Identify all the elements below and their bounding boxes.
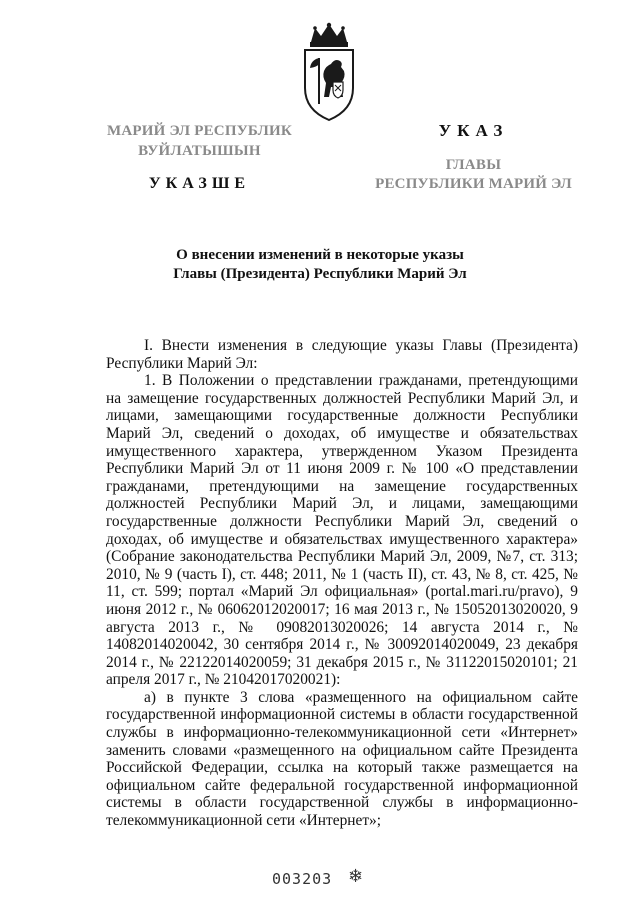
header-left-line2: ВУЙЛАТЫШЫН [138,143,261,159]
header-right-line2: ГЛАВЫ [445,157,502,173]
snowflake-icon: ❄ [348,866,364,886]
header-left-line1: МАРИЙ ЭЛ РЕСПУБЛИК [107,123,292,139]
document-title [80,246,560,284]
header-right-line1: УКАЗ [438,121,509,140]
header-left-line3: УКАЗШЕ [148,175,251,192]
document-title-line2: Главы (Президента) Республики Марий Эл [173,266,467,282]
paragraph: а) в пункте 3 слова «размещенного на официальном сайте государственной информационной системы в области государственной службы в информационно-телекоммуникационной сети «Интернет» заменить словами «размещенного на официальном сайте Президента Российской Федерации, ссылка на который также размещается на официальном сайте федеральной государственной информационной системы в области государственной службы в информационно-телекоммуникационной сети «Интернет»; [106,688,578,830]
serial-number: 003203 [272,870,333,888]
paragraph: 1. В Положении о представлении гражданами, претендующими на замещение государственных должностей Республики Марий Эл, и лицами, замещающими государственные должности Республики Марий Эл, сведений о доходах, об имуществе и обязательствах имущественного характера, утвержденном Указом Президента Республики Марий Эл от 11 июня 2009 г. № 100 «О представлении гражданами, претендующими на замещение государственных должностей Республики Марий Эл, и лицами, замещающими государственные должности Республики Марий Эл, сведений о доходах, об имуществе и обязательствах имущественного характера» (Собрание законодательства Республики Марий Эл, 2009, №7, ст. 313; 2010, № 9 (часть I), ст. 448; 2011, № 1 (часть II), ст. 43, № 8, ст. 425, № 11, ст. 599; портал «Марий Эл официальная» (portal.mari.ru/pravo), 9 июня 2012 г., № 06062012020017; 16 мая 2013 г., № 15052013020020, 9 августа 2013 г., № 09082013020026; 14 августа 2014 г., № 14082014020042, 30 сентября 2014 г., № 30092014020049, 23 декабря 2014 г., № 22122014020059; 31 декабря 2015 г., № 31122015020101; 21 апреля 2017 г., № 21042017020021): [106,372,578,689]
document-body [106,337,578,830]
coat-of-arms-icon [297,22,361,122]
document-title-line1: О внесении изменений в некоторые указы [176,247,464,263]
paragraph: I. Внести изменения в следующие указы Главы (Президента) Республики Марий Эл: [106,337,578,372]
header-right-line3: РЕСПУБЛИКИ МАРИЙ ЭЛ [375,176,572,192]
